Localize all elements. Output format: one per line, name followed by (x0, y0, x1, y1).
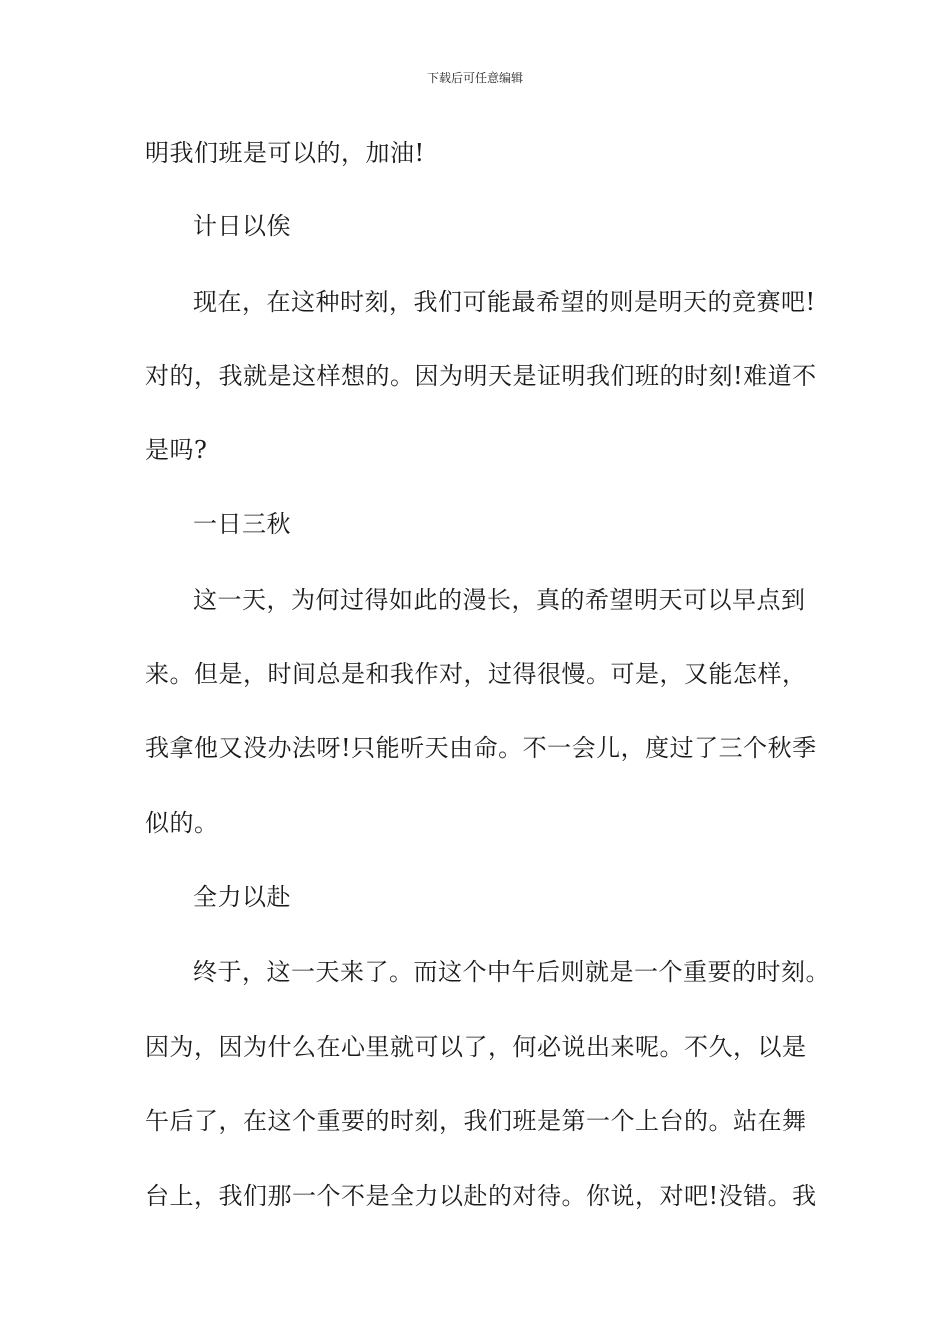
body-line: 因为，因为什么在心里就可以了，何必说出来呢。不久，以是 (145, 1033, 807, 1061)
body-line: 是吗? (145, 436, 208, 464)
section-heading: 计日以俟 (193, 212, 291, 240)
body-line: 来。但是，时间总是和我作对，过得很慢。可是，又能怎样， (145, 660, 807, 688)
body-line: 终于，这一天来了。而这个中午后则就是一个重要的时刻。 (193, 958, 830, 986)
body-line: 似的。 (145, 809, 219, 837)
section-heading: 一日三秋 (193, 510, 291, 538)
section-heading: 全力以赴 (193, 883, 291, 911)
body-line: 这一天，为何过得如此的漫长，真的希望明天可以早点到 (193, 586, 806, 614)
body-line: 午后了，在这个重要的时刻，我们班是第一个上台的。站在舞 (145, 1107, 807, 1135)
body-line: 对的，我就是这样想的。因为明天是证明我们班的时刻!难道不 (145, 362, 817, 390)
body-line: 明我们班是可以的，加油! (145, 139, 425, 167)
body-line: 现在，在这种时刻，我们可能最希望的则是明天的竞赛吧! (193, 288, 816, 316)
page-header: 下载后可任意编辑 (426, 71, 523, 85)
body-line: 台上，我们那一个不是全力以赴的对待。你说，对吧!没错。我 (145, 1182, 817, 1210)
body-line: 我拿他又没办法呀!只能听天由命。不一会儿，度过了三个秋季 (145, 734, 817, 762)
